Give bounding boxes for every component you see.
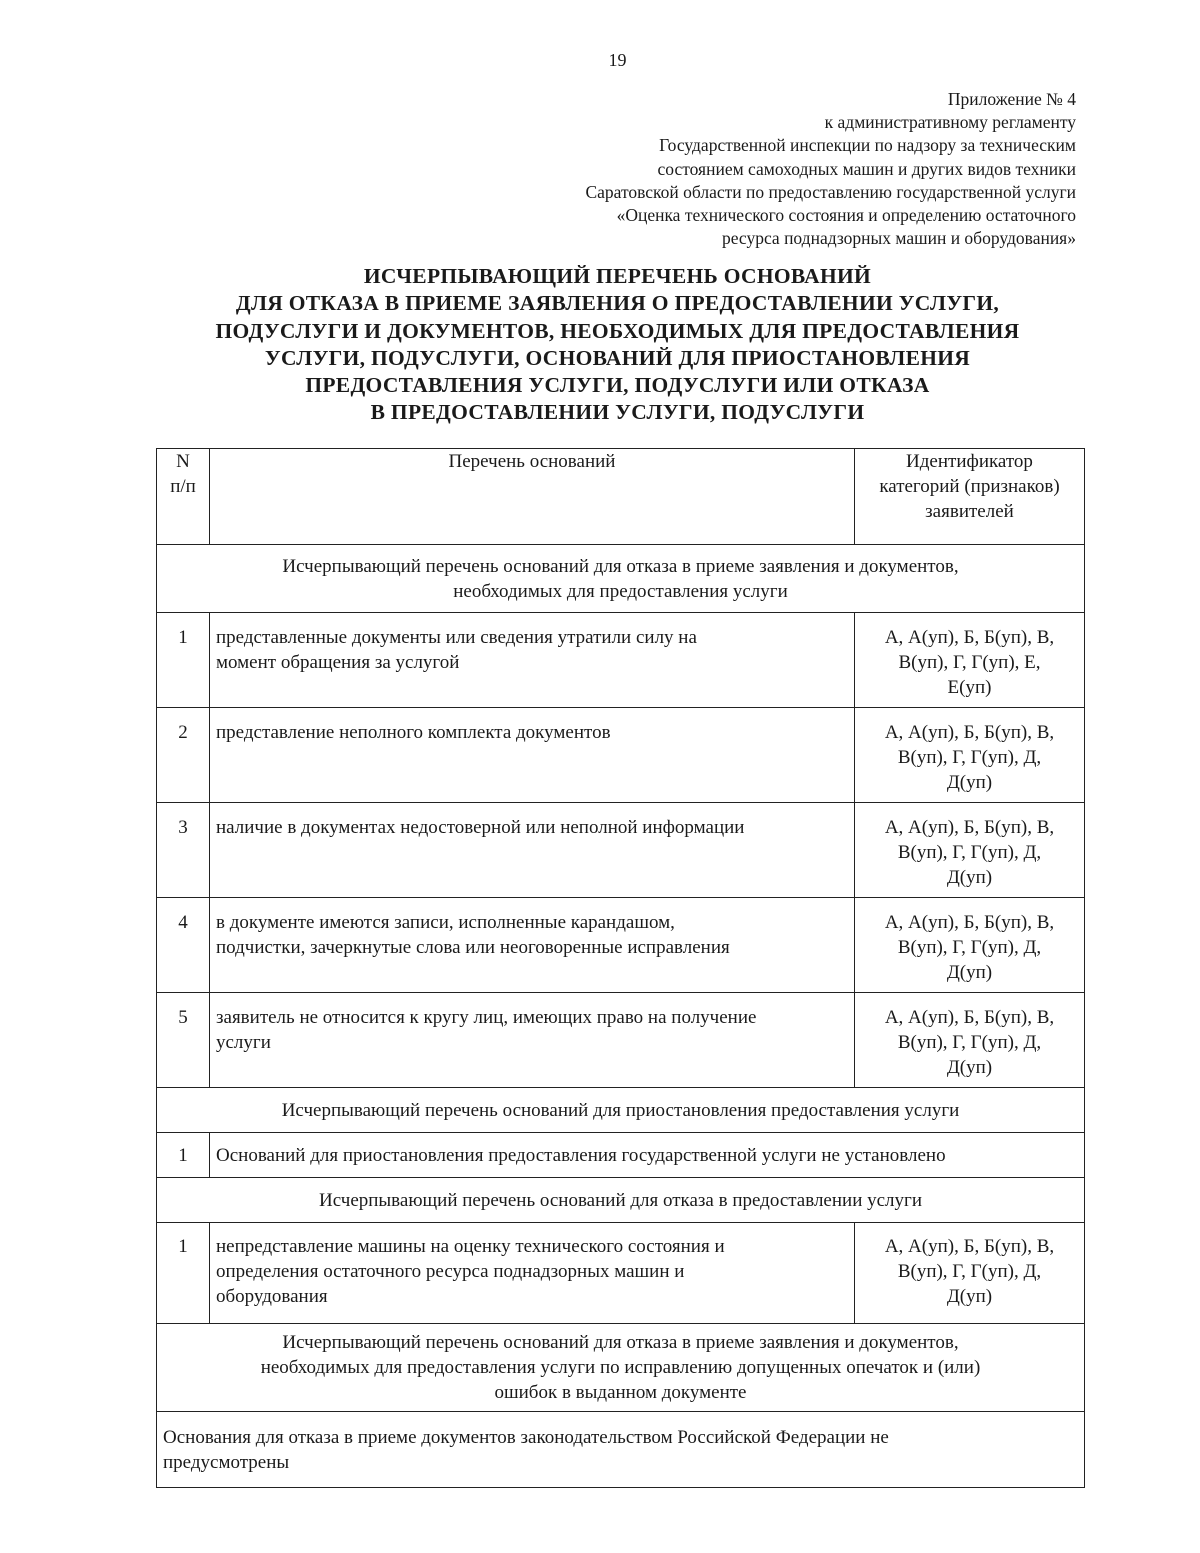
row-reason-line: предусмотрены: [163, 1451, 290, 1473]
row-reason: [210, 993, 855, 1088]
section-heading-line: Исчерпывающий перечень оснований для отказа в приеме заявления и документов,: [282, 1332, 959, 1353]
section-heading-line: Исчерпывающий перечень оснований для приостановления предоставления услуги: [281, 1099, 960, 1121]
row-identifier-line: Д(уп): [946, 1057, 993, 1078]
row-identifier-line: А, А(уп), Б, Б(уп), В,: [884, 1007, 1055, 1028]
row-identifier: [855, 613, 1085, 708]
row-reason: [210, 1223, 855, 1324]
row-reason-line: подчистки, зачеркнутые слова или неоговоренные исправления: [216, 937, 730, 958]
row-number: 1: [157, 613, 210, 708]
annex-line: Саратовской области по предоставлению государственной услуги: [585, 181, 1076, 202]
annex-line: Государственной инспекции по надзору за техническим: [659, 135, 1076, 156]
row-identifier-line: Д(уп): [946, 1286, 993, 1307]
row-number: 2: [157, 708, 210, 803]
section-heading-line: Исчерпывающий перечень оснований для отказа в приеме заявления и документов,: [282, 555, 959, 577]
table-row: [157, 993, 1085, 1088]
table-header-row: [157, 449, 1085, 545]
row-reason-line: оборудования: [216, 1286, 328, 1307]
row-identifier-line: А, А(уп), Б, Б(уп), В,: [884, 817, 1055, 838]
row-reason: [210, 708, 855, 803]
row-reason: [157, 1412, 1085, 1488]
section-heading: [157, 1324, 1085, 1412]
row-identifier-line: В(уп), Г, Г(уп), Д,: [897, 842, 1042, 863]
annex-line: к административному регламенту: [824, 112, 1076, 133]
row-identifier-line: В(уп), Г, Г(уп), Д,: [897, 1032, 1042, 1053]
header-identifier-cell: [855, 449, 1085, 545]
header-number-cell: [157, 449, 210, 545]
row-identifier-line: А, А(уп), Б, Б(уп), В,: [884, 912, 1055, 933]
annex-line: ресурса поднадзорных машин и оборудования»: [721, 228, 1076, 249]
row-identifier-line: А, А(уп), Б, Б(уп), В,: [884, 1236, 1055, 1257]
row-identifier-line: В(уп), Г, Г(уп), Д,: [897, 937, 1042, 958]
row-reason: Оснований для приостановления предоставления государственной услуги не установлено: [210, 1133, 1085, 1178]
table-row: [157, 1412, 1085, 1488]
row-identifier-line: Е(уп): [947, 677, 992, 698]
title-line: ИСЧЕРПЫВАЮЩИЙ ПЕРЕЧЕНЬ ОСНОВАНИЙ: [363, 264, 872, 288]
annex-header: [585, 88, 1076, 250]
title-line: В ПРЕДОСТАВЛЕНИИ УСЛУГИ, ПОДУСЛУГИ: [370, 400, 865, 425]
title-line: ПОДУСЛУГИ И ДОКУМЕНТОВ, НЕОБХОДИМЫХ ДЛЯ ПРЕДОСТАВЛЕНИЯ: [215, 318, 1020, 343]
row-identifier-line: В(уп), Г, Г(уп), Д,: [897, 747, 1042, 768]
row-identifier-line: А, А(уп), Б, Б(уп), В,: [884, 722, 1055, 743]
table-row: [157, 613, 1085, 708]
table-row: [157, 1223, 1085, 1324]
title-line: УСЛУГИ, ПОДУСЛУГИ, ОСНОВАНИЙ ДЛЯ ПРИОСТАНОВЛЕНИЯ: [264, 345, 971, 370]
row-reason-line: услуги: [216, 1032, 271, 1053]
grounds-table: [156, 448, 1085, 1488]
header-identifier-line: категорий (признаков): [879, 476, 1060, 497]
row-number: 1: [157, 1133, 210, 1178]
row-identifier-line: В(уп), Г, Г(уп), Е,: [898, 652, 1041, 673]
row-reason-line: непредставление машины на оценку технического состояния и: [216, 1236, 725, 1257]
row-reason: [210, 613, 855, 708]
row-number: 5: [157, 993, 210, 1088]
row-number: 4: [157, 898, 210, 993]
title-line: ДЛЯ ОТКАЗА В ПРИЕМЕ ЗАЯВЛЕНИЯ О ПРЕДОСТАВЛЕНИИ УСЛУГИ,: [235, 291, 1000, 316]
section-heading-row: [157, 1324, 1085, 1412]
annex-line: Приложение № 4: [947, 89, 1076, 109]
row-identifier: [855, 993, 1085, 1088]
row-identifier-line: Д(уп): [946, 772, 993, 793]
section-heading-line: ошибок в выданном документе: [494, 1382, 747, 1403]
section-heading: [157, 545, 1085, 613]
row-identifier: [855, 898, 1085, 993]
row-reason-line: в документе имеются записи, исполненные карандашом,: [216, 912, 675, 933]
section-heading-line: необходимых для предоставления услуги по исправлению допущенных опечаток и (или): [260, 1357, 981, 1378]
table-row: [157, 708, 1085, 803]
row-reason-line: заявитель не относится к кругу лиц, имеющих право на получение: [216, 1007, 757, 1028]
row-reason: [210, 803, 855, 898]
row-identifier: [855, 1223, 1085, 1324]
row-reason-line: момент обращения за услугой: [216, 652, 460, 673]
row-reason-line: наличие в документах недостоверной или неполной информации: [216, 817, 745, 838]
section-heading: [157, 1088, 1085, 1133]
header-identifier-line: заявителей: [925, 501, 1014, 522]
row-identifier-line: Д(уп): [946, 962, 993, 983]
section-heading-row: [157, 545, 1085, 613]
row-number: 1: [157, 1223, 210, 1324]
header-number-line: N: [176, 451, 190, 472]
row-reason-line: определения остаточного ресурса поднадзорных машин и: [216, 1261, 685, 1282]
row-identifier-line: Д(уп): [946, 867, 993, 888]
table-row: [157, 1133, 1085, 1178]
section-heading-row: [157, 1088, 1085, 1133]
document-title: [0, 263, 1200, 427]
table-row: [157, 803, 1085, 898]
row-reason-line: представленные документы или сведения утратили силу на: [216, 627, 697, 648]
page-number: 19: [608, 50, 627, 70]
annex-line: «Оценка технического состояния и определению остаточного: [616, 205, 1076, 226]
annex-line: состоянием самоходных машин и других видов техники: [657, 158, 1076, 179]
row-reason-line: Основания для отказа в приеме документов законодательством Российской Федерации не: [163, 1426, 889, 1448]
section-heading-line: Исчерпывающий перечень оснований для отказа в предоставлении услуги: [318, 1189, 922, 1211]
row-reason-line: представление неполного комплекта документов: [216, 722, 611, 743]
row-identifier: [855, 708, 1085, 803]
row-number: 3: [157, 803, 210, 898]
title-line: ПРЕДОСТАВЛЕНИЯ УСЛУГИ, ПОДУСЛУГИ ИЛИ ОТКАЗА: [305, 373, 930, 398]
section-heading: [157, 1178, 1085, 1223]
table-row: [157, 898, 1085, 993]
header-number-line: п/п: [170, 476, 196, 497]
row-identifier-line: В(уп), Г, Г(уп), Д,: [897, 1261, 1042, 1282]
header-identifier-line: Идентификатор: [906, 451, 1033, 472]
row-reason: [210, 898, 855, 993]
row-identifier: [855, 803, 1085, 898]
row-identifier-line: А, А(уп), Б, Б(уп), В,: [884, 627, 1055, 648]
section-heading-line: необходимых для предоставления услуги: [453, 580, 788, 602]
header-reasons-cell: Перечень оснований: [210, 449, 855, 545]
section-heading-row: [157, 1178, 1085, 1223]
